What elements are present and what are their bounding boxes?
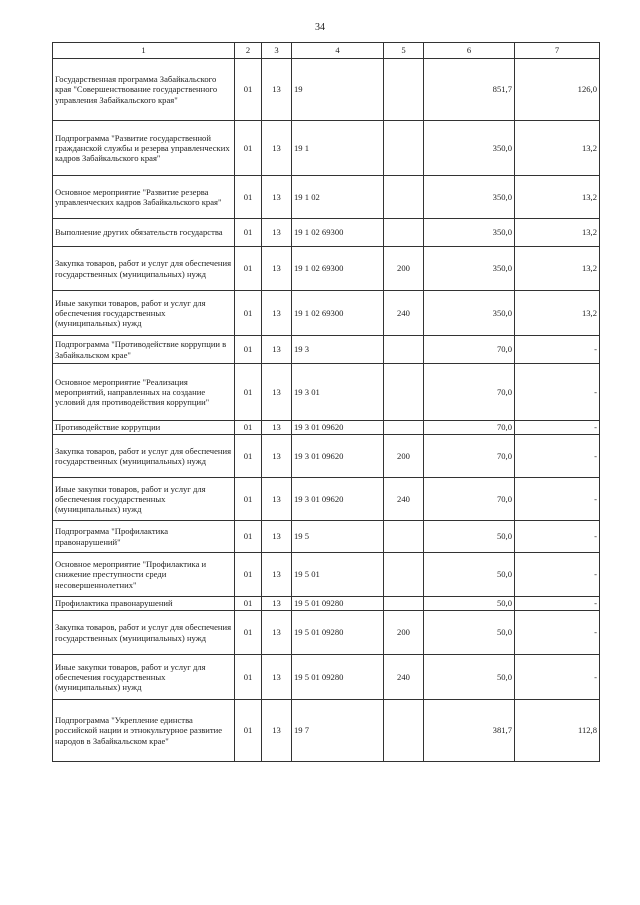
row-amount: 50,0	[424, 611, 515, 655]
header-cell: 1	[53, 43, 235, 59]
row-section: 01	[235, 700, 262, 762]
row-section: 01	[235, 478, 262, 521]
row-name: Подпрограмма "Развитие государственной гражданской службы и резерва управленческих кадров Забайкальского края"	[53, 121, 235, 176]
row-amount-2: 13,2	[515, 121, 600, 176]
row-name: Закупка товаров, работ и услуг для обеспечения государственных (муниципальных) нужд	[53, 247, 235, 291]
row-subsection: 13	[262, 700, 292, 762]
row-target-code: 19 1 02 69300	[292, 219, 384, 247]
table-row	[53, 291, 600, 336]
row-expense-type: 200	[384, 611, 424, 655]
row-amount-2: -	[515, 478, 600, 521]
row-expense-type: 200	[384, 247, 424, 291]
table-row	[53, 364, 600, 421]
row-target-code: 19 3	[292, 336, 384, 364]
row-amount-2: -	[515, 435, 600, 478]
row-expense-type	[384, 59, 424, 121]
row-target-code: 19 5	[292, 521, 384, 553]
row-name: Иные закупки товаров, работ и услуг для обеспечения государственных (муниципальных) нужд	[53, 478, 235, 521]
row-amount-2: -	[515, 421, 600, 435]
table-row	[53, 247, 600, 291]
row-target-code: 19 3 01 09620	[292, 435, 384, 478]
row-expense-type: 240	[384, 291, 424, 336]
header-cell: 7	[515, 43, 600, 59]
row-section: 01	[235, 435, 262, 478]
row-subsection: 13	[262, 176, 292, 219]
header-cell: 3	[262, 43, 292, 59]
row-subsection: 13	[262, 478, 292, 521]
row-amount: 350,0	[424, 291, 515, 336]
row-target-code: 19 5 01 09280	[292, 655, 384, 700]
row-section: 01	[235, 421, 262, 435]
row-section: 01	[235, 176, 262, 219]
row-expense-type	[384, 421, 424, 435]
row-name: Выполнение других обязательств государства	[53, 219, 235, 247]
row-expense-type	[384, 700, 424, 762]
row-subsection: 13	[262, 219, 292, 247]
row-expense-type	[384, 121, 424, 176]
row-expense-type: 240	[384, 478, 424, 521]
row-amount: 350,0	[424, 176, 515, 219]
row-name: Подпрограмма "Противодействие коррупции в Забайкальском крае"	[53, 336, 235, 364]
row-target-code: 19 1 02 69300	[292, 291, 384, 336]
row-section: 01	[235, 336, 262, 364]
row-amount-2: -	[515, 655, 600, 700]
row-subsection: 13	[262, 435, 292, 478]
row-subsection: 13	[262, 553, 292, 597]
row-amount-2: -	[515, 521, 600, 553]
row-subsection: 13	[262, 611, 292, 655]
row-amount: 50,0	[424, 655, 515, 700]
table-row	[53, 521, 600, 553]
row-section: 01	[235, 597, 262, 611]
row-target-code: 19 3 01	[292, 364, 384, 421]
row-amount-2: -	[515, 364, 600, 421]
row-target-code: 19 7	[292, 700, 384, 762]
row-amount: 50,0	[424, 521, 515, 553]
row-amount-2: 13,2	[515, 219, 600, 247]
row-section: 01	[235, 364, 262, 421]
row-subsection: 13	[262, 336, 292, 364]
row-name: Основное мероприятие "Развитие резерва управленческих кадров Забайкальского края"	[53, 176, 235, 219]
row-amount: 350,0	[424, 219, 515, 247]
table-row	[53, 478, 600, 521]
row-name: Закупка товаров, работ и услуг для обеспечения государственных (муниципальных) нужд	[53, 435, 235, 478]
table-row	[53, 121, 600, 176]
row-name: Основное мероприятие "Реализация мероприятий, направленных на создание условий для противодействия коррупции"	[53, 364, 235, 421]
table-row	[53, 597, 600, 611]
header-cell: 6	[424, 43, 515, 59]
row-subsection: 13	[262, 521, 292, 553]
row-amount: 350,0	[424, 247, 515, 291]
row-amount-2: 112,8	[515, 700, 600, 762]
row-target-code: 19 1 02	[292, 176, 384, 219]
row-target-code: 19 5 01 09280	[292, 597, 384, 611]
row-subsection: 13	[262, 597, 292, 611]
row-amount: 70,0	[424, 435, 515, 478]
row-amount: 381,7	[424, 700, 515, 762]
table-row	[53, 176, 600, 219]
row-name: Профилактика правонарушений	[53, 597, 235, 611]
row-name: Основное мероприятие "Профилактика и снижение преступности среди несовершеннолетних"	[53, 553, 235, 597]
row-expense-type	[384, 219, 424, 247]
header-cell: 5	[384, 43, 424, 59]
row-amount: 70,0	[424, 336, 515, 364]
row-target-code: 19	[292, 59, 384, 121]
table-row	[53, 655, 600, 700]
row-expense-type: 200	[384, 435, 424, 478]
row-target-code: 19 3 01 09620	[292, 421, 384, 435]
row-amount-2: -	[515, 611, 600, 655]
row-expense-type	[384, 597, 424, 611]
row-amount-2: 13,2	[515, 247, 600, 291]
header-cell: 2	[235, 43, 262, 59]
row-expense-type	[384, 364, 424, 421]
row-amount-2: 13,2	[515, 176, 600, 219]
row-name: Закупка товаров, работ и услуг для обеспечения государственных (муниципальных) нужд	[53, 611, 235, 655]
row-amount: 70,0	[424, 478, 515, 521]
row-target-code: 19 3 01 09620	[292, 478, 384, 521]
row-section: 01	[235, 291, 262, 336]
row-amount: 50,0	[424, 597, 515, 611]
row-section: 01	[235, 247, 262, 291]
row-subsection: 13	[262, 291, 292, 336]
row-section: 01	[235, 553, 262, 597]
row-amount: 70,0	[424, 364, 515, 421]
row-expense-type	[384, 553, 424, 597]
page-number: 34	[315, 22, 325, 33]
row-amount-2: 13,2	[515, 291, 600, 336]
table-body	[53, 59, 600, 762]
row-expense-type	[384, 521, 424, 553]
row-amount-2: -	[515, 336, 600, 364]
row-target-code: 19 5 01 09280	[292, 611, 384, 655]
table-row	[53, 59, 600, 121]
table-row	[53, 421, 600, 435]
row-subsection: 13	[262, 121, 292, 176]
table-row	[53, 611, 600, 655]
row-amount: 70,0	[424, 421, 515, 435]
row-section: 01	[235, 611, 262, 655]
row-amount-2: 126,0	[515, 59, 600, 121]
row-section: 01	[235, 655, 262, 700]
row-section: 01	[235, 121, 262, 176]
row-name: Иные закупки товаров, работ и услуг для обеспечения государственных (муниципальных) нужд	[53, 655, 235, 700]
row-section: 01	[235, 521, 262, 553]
row-amount: 350,0	[424, 121, 515, 176]
row-subsection: 13	[262, 59, 292, 121]
row-name: Противодействие коррупции	[53, 421, 235, 435]
row-expense-type: 240	[384, 655, 424, 700]
row-target-code: 19 1 02 69300	[292, 247, 384, 291]
row-name: Государственная программа Забайкальского края "Совершенствование государственного управления Забайкальского края"	[53, 59, 235, 121]
header-row	[53, 43, 600, 59]
row-subsection: 13	[262, 364, 292, 421]
row-section: 01	[235, 59, 262, 121]
table-row	[53, 700, 600, 762]
row-amount-2: -	[515, 553, 600, 597]
row-subsection: 13	[262, 247, 292, 291]
row-section: 01	[235, 219, 262, 247]
table-row	[53, 219, 600, 247]
row-amount-2: -	[515, 597, 600, 611]
table-row	[53, 553, 600, 597]
row-name: Подпрограмма "Укрепление единства российской нации и этнокультурное развитие народов в Забайкальском крае"	[53, 700, 235, 762]
row-amount: 50,0	[424, 553, 515, 597]
row-name: Иные закупки товаров, работ и услуг для обеспечения государственных (муниципальных) нужд	[53, 291, 235, 336]
header-cell: 4	[292, 43, 384, 59]
row-target-code: 19 1	[292, 121, 384, 176]
table-row	[53, 336, 600, 364]
budget-table	[52, 42, 600, 762]
row-name: Подпрограмма "Профилактика правонарушений"	[53, 521, 235, 553]
table-row	[53, 435, 600, 478]
row-target-code: 19 5 01	[292, 553, 384, 597]
row-amount: 851,7	[424, 59, 515, 121]
row-subsection: 13	[262, 655, 292, 700]
row-subsection: 13	[262, 421, 292, 435]
row-expense-type	[384, 176, 424, 219]
row-expense-type	[384, 336, 424, 364]
